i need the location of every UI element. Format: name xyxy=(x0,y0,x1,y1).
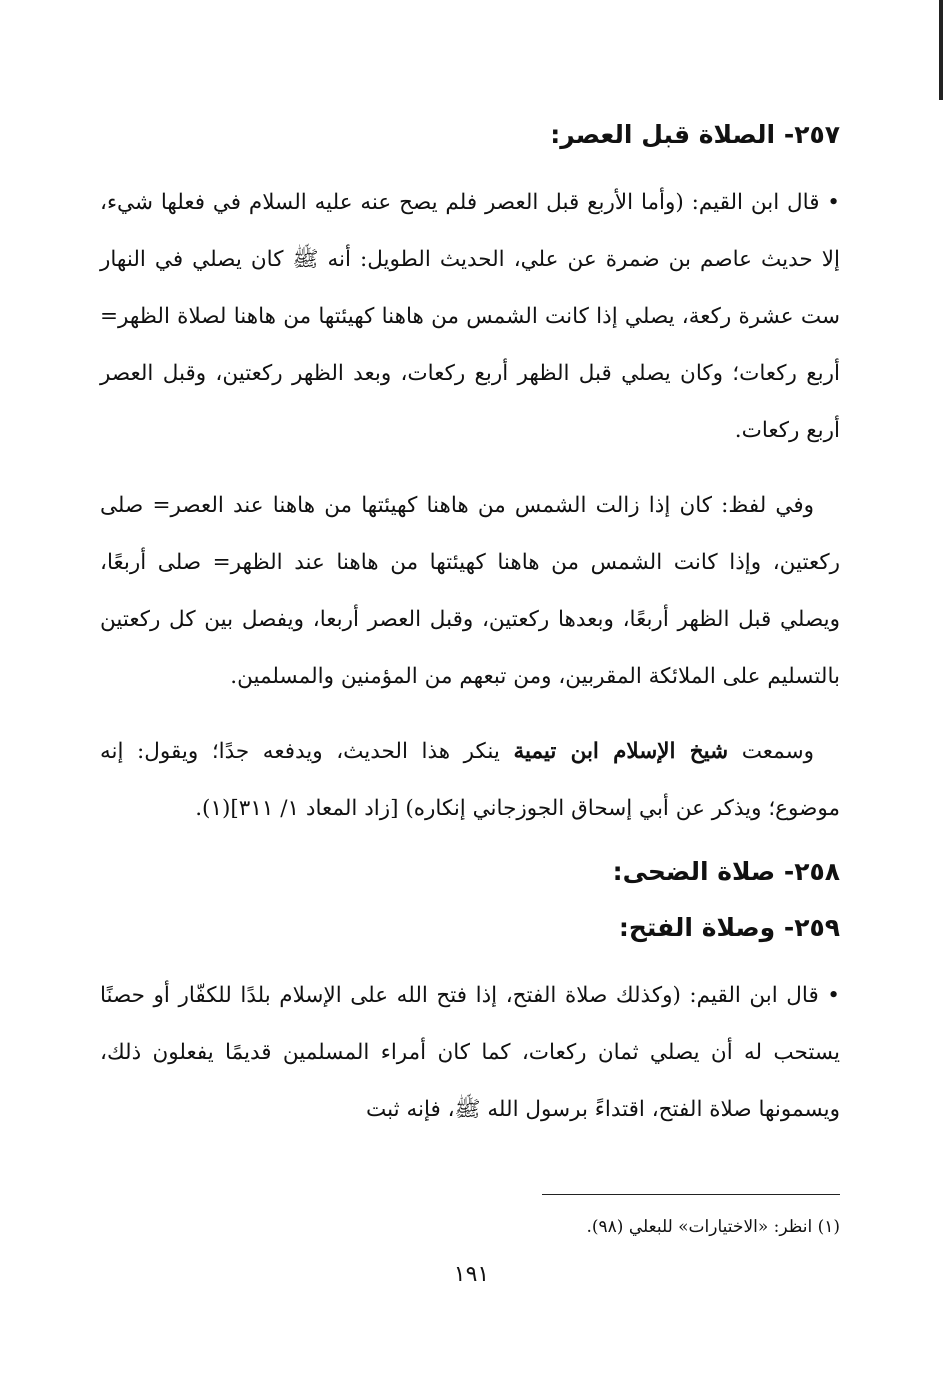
section-heading-259: ٢٥٩- وصلاة الفتح: xyxy=(618,913,840,942)
page-body xyxy=(100,118,840,1156)
paragraph-1: • قال ابن القيم: (وأما الأربع قبل العصر فلم يصح عنه عليه السلام في فعلها شيء، إلا حديث عاصم بن ضمرة عن علي، الحديث الطويل: أنه ﷺ كان يصلي في النهار ست عشرة ركعة، يصلي إذا كانت الشمس من هاهنا كهيئتها من هاهنا لصلاة الظهر= أربع ركعات؛ وكان يصلي قبل الظهر أربع ركعات، وبعد الظهر ركعتين، وقبل العصر أربع ركعات. xyxy=(100,190,840,443)
paragraph-3-rest: ينكر هذا الحديث، ويدفعه جدًا؛ ويقول: إنه موضوع؛ ويذكر عن أبي إسحاق الجوزجاني إنكاره) [زاد المعاد ١/ ٣١١](١). xyxy=(100,739,840,821)
footnote-divider xyxy=(542,1194,840,1195)
paragraph-3-start: وسمعت xyxy=(728,739,815,764)
paragraph-4: • قال ابن القيم: (وكذلك صلاة الفتح، إذا فتح الله على الإسلام بلدًا للكفّار أو حصنًا يستحب له أن يصلي ثمان ركعات، كما كان أمراء المسلمين قديمًا يفعلون ذلك، ويسمونها صلاة الفتح، اقتداءً برسول الله ﷺ، فإنه ثبت xyxy=(100,983,840,1122)
page-edge-mark xyxy=(939,0,943,100)
page-number: ١٩١ xyxy=(453,1262,490,1287)
shaykh-name: شيخ الإسلام ابن تيمية xyxy=(513,739,729,764)
footnote: (١) انظر: «الاختيارات» للبعلي (٩٨). xyxy=(586,1217,840,1237)
paragraph-3 xyxy=(100,723,840,837)
paragraph-2: وفي لفظ: كان إذا زالت الشمس من هاهنا كهيئتها من هاهنا عند العصر= صلى ركعتين، وإذا كانت الشمس من هاهنا كهيئتها من هاهنا عند الظهر= صلى أربعًا، ويصلي قبل الظهر أربعًا، وبعدها ركعتين، وقبل العصر أربعا، ويفصل بين كل ركعتين بالتسليم على الملائكة المقربين، ومن تبعهم من المؤمنين والمسلمين. xyxy=(100,493,840,689)
section-heading-257: ٢٥٧- الصلاة قبل العصر: xyxy=(550,120,840,149)
section-heading-258: ٢٥٨- صلاة الضحى: xyxy=(612,857,840,886)
